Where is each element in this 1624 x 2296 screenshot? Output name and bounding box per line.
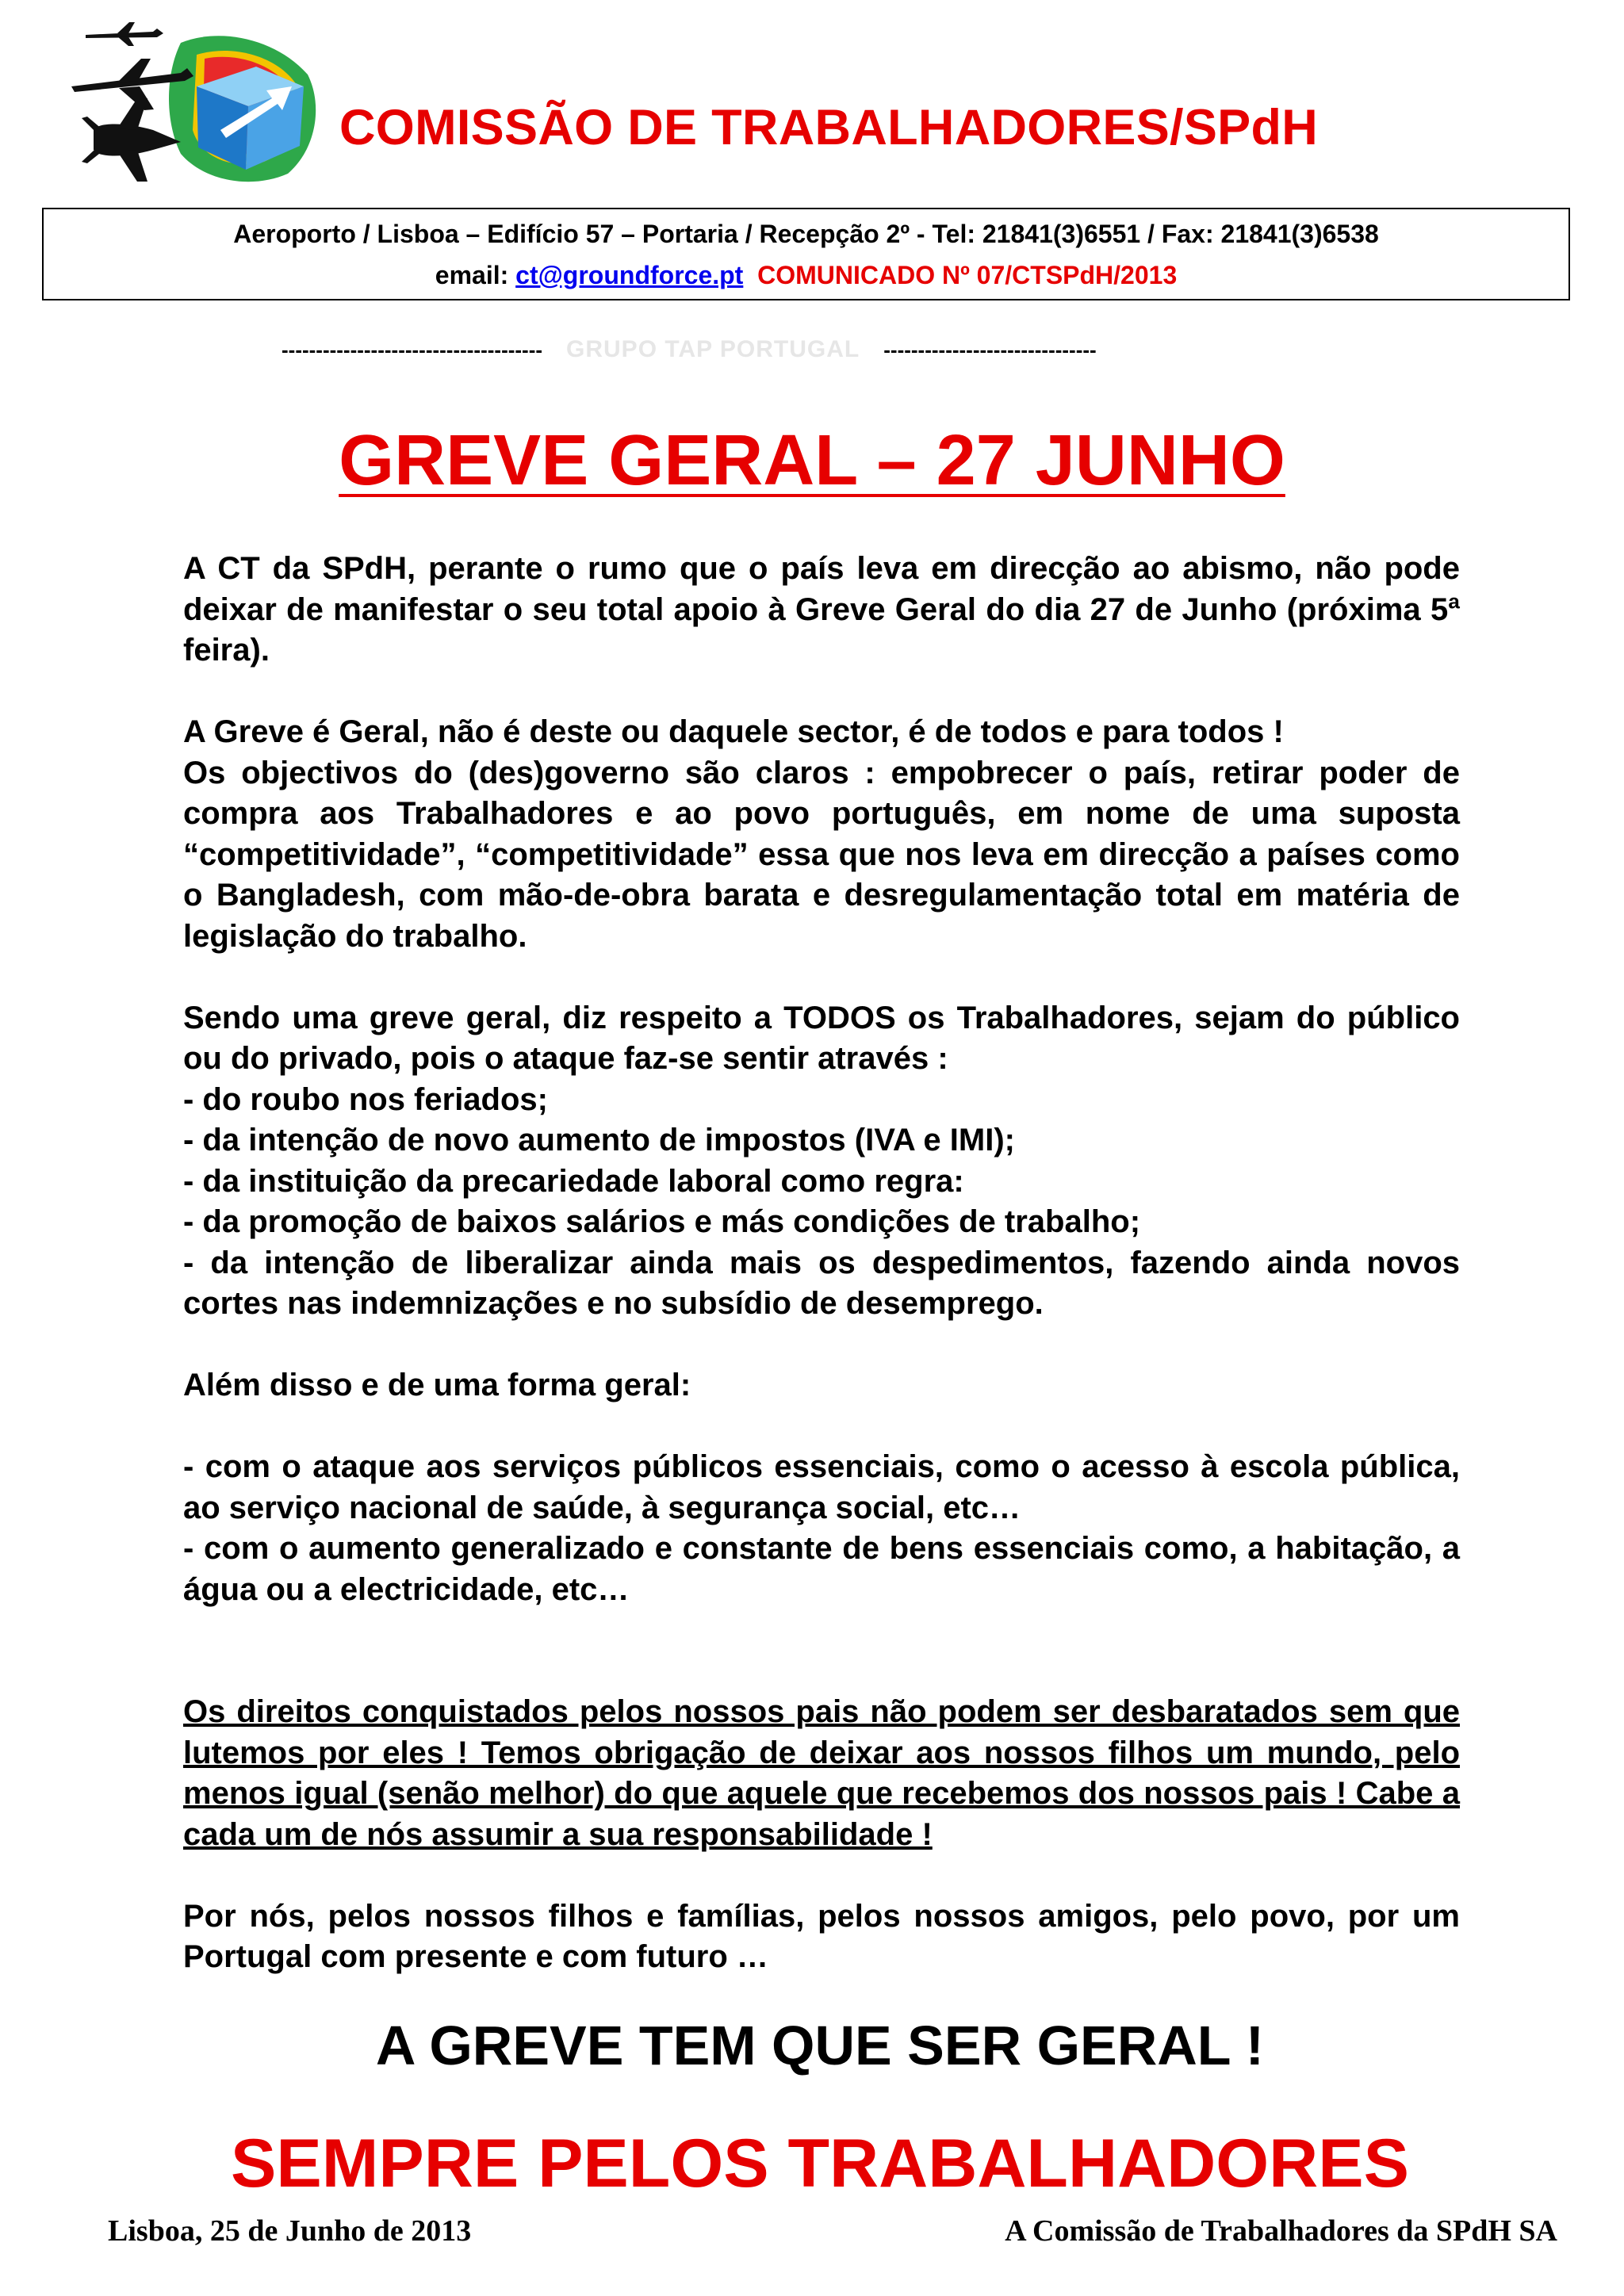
paragraph-2a: A Greve é Geral, não é deste ou daquele sector, é de todos e para todos ! <box>183 714 1284 749</box>
main-title-text: GREVE GERAL – 27 JUNHO <box>339 421 1285 500</box>
list-item: - da intenção de liberalizar ainda mais os despedimentos, fazendo ainda novos cortes nas indemnizações e no subsídio de desemprego. <box>183 1245 1460 1321</box>
list-item: - da instituição da precariedade laboral como regra: <box>183 1163 964 1199</box>
email-link[interactable]: ct@groundforce.pt <box>515 261 744 289</box>
list-item: - da promoção de baixos salários e más condições de trabalho; <box>183 1204 1141 1239</box>
closing-slogan: SEMPRE PELOS TRABALHADORES <box>230 2126 1410 2202</box>
slogan: A GREVE TEM QUE SER GERAL ! <box>375 2015 1265 2076</box>
separator-dashes-left: -------------------------------------- <box>282 338 543 362</box>
footer-place-date: Lisboa, 25 de Junho de 2013 <box>108 2214 472 2248</box>
paragraph-4: Além disso e de uma forma geral: <box>183 1368 691 1402</box>
logo-icon <box>62 11 339 189</box>
email-line <box>44 254 1568 296</box>
separator-dashes-right: ------------------------------- <box>883 338 1097 362</box>
paragraph-2b: Os objectivos do (des)governo são claros : empobrecer o país, retirar poder de compra aos Trabalhadores e ao povo português, em nome de uma suposta “competitividade”, “competitividade” essa que nos leva em direcção a países como o Bangladesh, com mão-de-obra barata e desregulamentação total em matéria de legislação do trabalho. <box>183 755 1460 954</box>
organization-title: COMISSÃO DE TRABALHADORES/SPdH <box>339 100 1319 155</box>
list-item: - com o aumento generalizado e constante de bens essenciais como, a habitação, a água ou a electricidade, etc… <box>183 1531 1460 1607</box>
contact-info-box <box>42 208 1570 300</box>
paragraph-5-underlined: Os direitos conquistados pelos nossos pais não podem ser desbaratados sem que lutemos por eles ! Temos obrigação de deixar aos nossos filhos um mundo, pelo menos igual (senão melhor) do que aquele que recebemos dos nossos pais ! Cabe a cada um de nós assumir a sua responsabilidade ! <box>183 1694 1460 1852</box>
list-item: - da intenção de novo aumento de impostos (IVA e IMI); <box>183 1123 1015 1158</box>
paragraph-6: Por nós, pelos nossos filhos e famílias, pelos nossos amigos, pelo povo, por um Portugal com presente e com futuro … <box>183 1898 1460 1974</box>
list-item: - com o ataque aos serviços públicos essenciais, como o acesso à escola pública, ao serviço nacional de saúde, à segurança social, etc… <box>183 1449 1460 1525</box>
separator-line <box>282 336 1392 363</box>
paragraph-1: A CT da SPdH, perante o rumo que o país leva em direcção ao abismo, não pode deixar de manifestar o seu total apoio à Greve Geral do dia 27 de Junho (próxima 5ª feira). <box>183 551 1460 668</box>
main-title <box>0 420 1624 502</box>
address-line: Aeroporto / Lisboa – Edifício 57 – Portaria / Recepção 2º - Tel: 21841(3)6551 / Fax: 21841(3)6538 <box>233 220 1379 248</box>
paragraph-3: Sendo uma greve geral, diz respeito a TODOS os Trabalhadores, sejam do público ou do privado, pois o ataque faz-se sentir através : <box>183 1000 1460 1076</box>
watermark-text: GRUPO TAP PORTUGAL <box>566 336 860 362</box>
email-label: email: <box>435 261 516 289</box>
footer-signature: A Comissão de Trabalhadores da SPdH SA <box>1005 2214 1557 2248</box>
comunicado-number: COMUNICADO Nº 07/CTSPdH/2013 <box>757 261 1178 289</box>
body-text <box>183 549 1460 1978</box>
list-item: - do roubo nos feriados; <box>183 1081 548 1117</box>
